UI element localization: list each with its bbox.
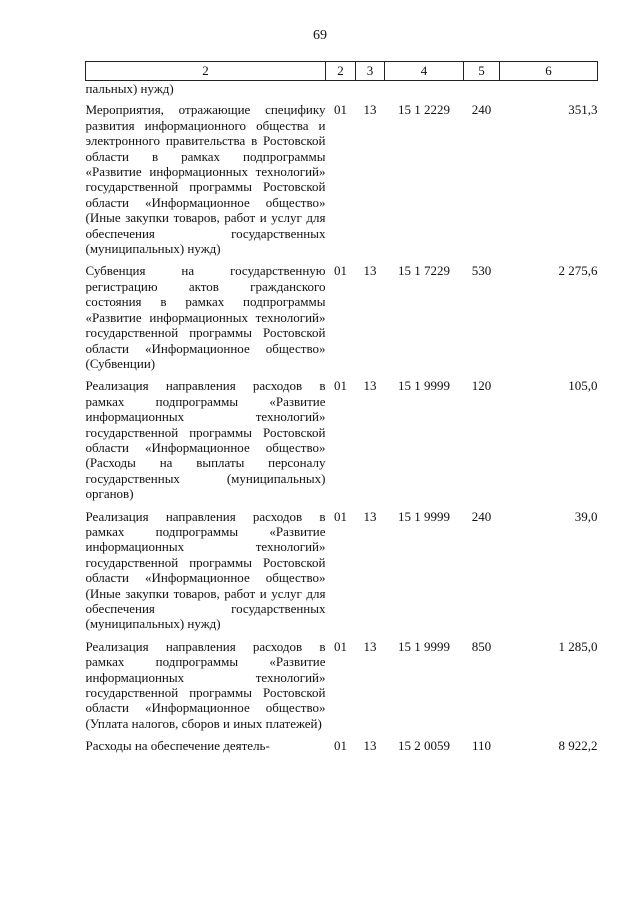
row-amount: 2 275,6 [558, 263, 598, 279]
row-description: Реализация направления расходов в рамках подпрограммы «Развитие информационных технологий» государственной программы Ростовской области «Информационное общество» (Уплата налогов, сборов и иных платежей) [85, 638, 326, 731]
row-subsection: 13 [363, 508, 377, 524]
table-row [86, 102, 598, 263]
row-section: 01 [334, 102, 347, 118]
header-col-subsection: 3 [356, 62, 385, 81]
row-subsection: 13 [363, 738, 377, 754]
row-amount: 351,3 [568, 102, 598, 118]
table-row [86, 639, 598, 738]
page-number: 69 [313, 28, 327, 43]
row-section: 01 [334, 508, 347, 524]
row-section: 01 [334, 378, 347, 394]
table-row [86, 263, 598, 378]
row-target-article: 15 1 9999 [398, 378, 450, 394]
row-section: 01 [334, 738, 347, 754]
row-section: 01 [334, 263, 347, 279]
row-amount: 39,0 [574, 508, 598, 524]
row-amount: 8 922,2 [558, 738, 598, 754]
row-target-article: 15 1 9999 [398, 638, 450, 654]
row-description: Мероприятия, отражающие специфику развития информационного общества и электронного правительства в Ростовской области в рамках подпрограммы «Развитие информационных технологий» государственной программы Ростовской области «Информационное общество» (Иные закупки товаров, работ и услуг для обеспечения государственных (муниципальных) нужд) [85, 102, 326, 257]
header-col-description: 2 [86, 62, 326, 81]
header-col-expense-type: 5 [464, 62, 500, 81]
header-col-amount: 6 [500, 62, 598, 81]
header-col-section: 2 [326, 62, 356, 81]
continuation-row [86, 81, 598, 103]
row-target-article: 15 1 7229 [398, 263, 450, 279]
row-section: 01 [334, 638, 347, 654]
row-expense-type: 240 [471, 102, 492, 118]
row-description: Реализация направления расходов в рамках подпрограммы «Развитие информационных технологий» государственной программы Ростовской области «Информационное общество» (Иные закупки товаров, работ и услуг для обеспечения государственных (муниципальных) нужд) [85, 508, 326, 632]
table-header-row [86, 62, 598, 81]
row-expense-type: 110 [471, 738, 492, 754]
row-expense-type: 120 [471, 378, 492, 394]
row-target-article: 15 2 0059 [398, 738, 450, 754]
budget-table [85, 61, 598, 761]
table-row [86, 738, 598, 760]
row-subsection: 13 [363, 638, 377, 654]
row-amount: 1 285,0 [558, 638, 598, 654]
continuation-text: пальных) нужд) [85, 81, 174, 96]
row-subsection: 13 [363, 378, 377, 394]
row-target-article: 15 1 2229 [398, 102, 450, 118]
table-row [86, 378, 598, 508]
row-expense-type: 240 [471, 508, 492, 524]
row-target-article: 15 1 9999 [398, 508, 450, 524]
row-amount: 105,0 [568, 378, 598, 394]
row-description: Субвенция на государственную регистрацию актов гражданского состояния в рамках подпрограммы «Развитие информационных технологий» государственной программы Ростовской области «Информационное общество» (Субвенции) [85, 263, 326, 371]
row-expense-type: 530 [471, 263, 492, 279]
table-row [86, 509, 598, 639]
row-description: Расходы на обеспечение деятель- [85, 738, 270, 754]
header-col-target-article: 4 [385, 62, 464, 81]
row-subsection: 13 [363, 263, 377, 279]
row-description: Реализация направления расходов в рамках подпрограммы «Развитие информационных технологий» государственной программы Ростовской области «Информационное общество» (Расходы на выплаты персоналу государственных (муниципальных) органов) [85, 378, 326, 502]
row-expense-type: 850 [471, 638, 492, 654]
row-subsection: 13 [363, 102, 377, 118]
